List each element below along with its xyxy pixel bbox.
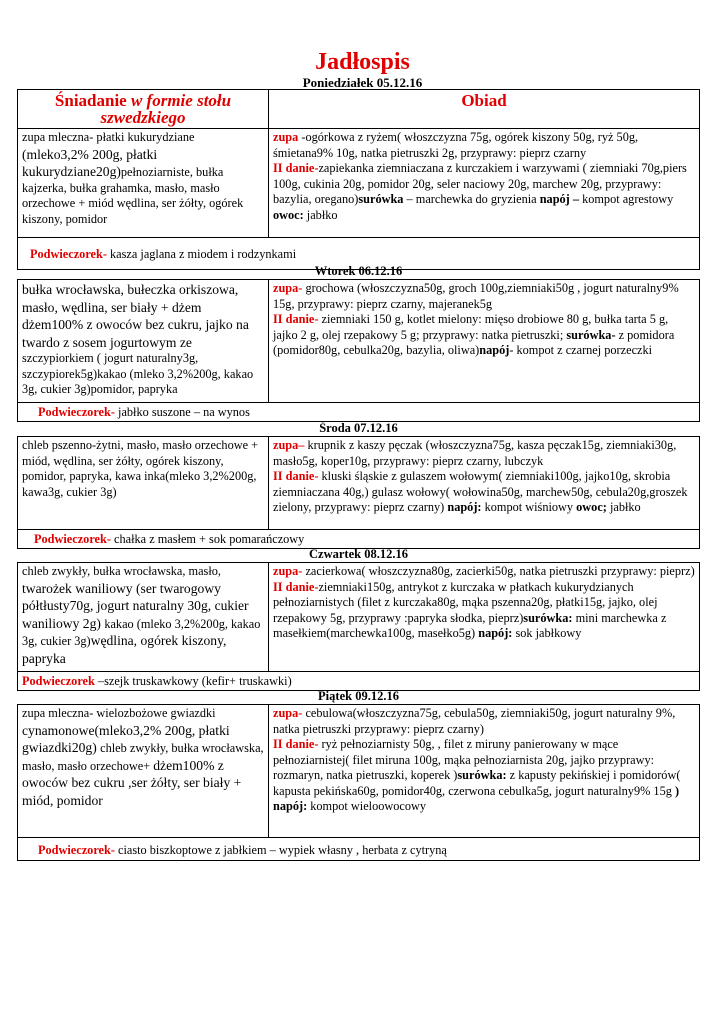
- main-dish-label: II danie-: [273, 469, 319, 483]
- soup-label: zupa: [273, 130, 299, 144]
- snack-text: –szejk truskawkowy (kefir+ truskawki): [94, 674, 292, 688]
- drink-label: napój:: [447, 500, 482, 514]
- table-header-row: [18, 90, 699, 129]
- soup-text: zacierkowa( włoszczyzna80g, zacierki50g, natka pietruszki przyprawy: pieprz): [302, 564, 695, 578]
- main-dish-label: II danie-: [273, 161, 319, 175]
- drink-text: kompot agrestowy: [579, 192, 674, 206]
- breakfast-cell-thursday: [18, 563, 269, 671]
- menu-table-monday: [17, 89, 700, 270]
- day-heading-friday: Piątek 09.12.16: [318, 689, 399, 703]
- menu-table-friday: [17, 704, 700, 861]
- breakfast-text: wędlina, ogórek kiszony, papryka: [22, 633, 227, 666]
- snack-text: chałka z masłem + sok pomarańczowy: [110, 532, 305, 546]
- menu-table-wednesday: [17, 436, 700, 549]
- fruit-label: owoc;: [576, 500, 607, 514]
- snack-label: Podwieczorek-: [30, 247, 107, 261]
- main-dish-text: kluski śląskie z gulaszem wołowym( ziemniaki100g, jajko10g, skrobia ziemniaczana 40g,) gulasz wołowy( wołowina50g, marchew50g, cebula20g,groszek zielony, przyprawy: pieprz czarny): [273, 469, 688, 514]
- salad-label: surówka-: [566, 327, 616, 342]
- breakfast-text: chleb zwykły, bułka wrocławska, masło, masło orzechowe+: [22, 741, 264, 773]
- drink-text: kompot wiśniowy: [481, 500, 577, 514]
- snack-row-thursday: [18, 672, 699, 690]
- dinner-cell-tuesday: [269, 280, 699, 402]
- dinner-cell-thursday: [269, 563, 699, 671]
- drink-label: ) napój:: [273, 783, 680, 813]
- day-heading-tuesday: Wtorek 06.12.16: [314, 264, 403, 278]
- dinner-cell-monday: [269, 129, 699, 237]
- breakfast-header: [18, 90, 269, 128]
- meal-row-thursday: [18, 563, 699, 672]
- soup-text: -ogórkowa z ryżem( włoszczyzna 75g, ogórek kiszony 50g, ryż 50g, śmietana9% 10g, natka pietruszki 2g, przyprawy: pieprz czarny: [273, 130, 639, 160]
- meal-row-tuesday: [18, 280, 699, 403]
- snack-row-wednesday: [18, 530, 699, 548]
- main-dish-text: ryż pełnoziarnisty 50g, , filet z miruny panierowany w mące pełnoziarnistej( filet miruna 100g, mąka pełnoziarnista 20g, jajko przyprawy: rozmaryn, natka pietruszki, koperek ): [273, 737, 655, 782]
- breakfast-cell-monday: [18, 129, 269, 237]
- soup-text: krupnik z kaszy pęczak (włoszczyzna75g, kasza pęczak15g, ziemniaki30g, masło5g, koper10g, przyprawy: pieprz czarny, lubczyk: [273, 438, 677, 468]
- snack-row-tuesday: [18, 403, 699, 421]
- soup-label: zupa-: [273, 564, 303, 578]
- breakfast-header-style: w formie stołu szwedzkiego: [100, 91, 232, 127]
- soup-text: cebulowa(włoszczyzna75g, cebula50g, ziemniaki50g, jogurt naturalny 9%, natka pietruszki przyprawy: pieprz czarny): [273, 706, 676, 736]
- soup-text: grochowa (włoszczyzna50g, groch 100g,ziemniaki50g , jogurt naturalny9% 15g, przyprawy: pieprz czarny, majeranek5g: [273, 281, 679, 311]
- meal-row-monday: [18, 129, 699, 238]
- breakfast-text: chleb zwykły, bułka wrocławska, masło,: [22, 564, 221, 578]
- day-heading-thursday: Czwartek 08.12.16: [309, 547, 408, 561]
- dinner-header: Obiad: [461, 91, 507, 110]
- snack-label: Podwieczorek-: [38, 405, 115, 419]
- salad-text: z pomidora (pomidor80g, cebulka20g, bazylia, oliwa): [273, 327, 675, 357]
- breakfast-text: zupa mleczna- płatki kukurydziane: [22, 130, 195, 144]
- main-dish-label: II danie-: [273, 737, 319, 751]
- snack-label: Podwieczorek-: [34, 532, 111, 546]
- drink-text: - kompot z czarnej porzeczki: [509, 343, 653, 357]
- breakfast-header-label: Śniadanie: [54, 91, 131, 110]
- salad-text: mini marchewka z masełkiem(marchewka100g, masełko5g): [273, 610, 667, 640]
- breakfast-text: chleb pszenno-żytni, masło, masło orzechowe + miód, wędlina, ser żółty, ogórek kiszony, pomidor, papryka, kawa inka(mleko 3,2%200g, kawa3g, cukier 3g): [22, 438, 259, 499]
- main-dish-text: ziemniaki150g, antrykot z kurczaka w płatkach kukurydzianych pełnoziarnistych (filet z kurczaka80g, mąka pszenna20g, płatki15g, jajko, olej rzepakowy 5g, przyprawy :papryka słodka, pieprz): [273, 579, 658, 625]
- main-dish-label: II danie-: [273, 579, 319, 594]
- breakfast-text: zupa mleczna- wielozbożowe gwiazdki: [22, 706, 216, 720]
- salad-text: z kapusty pekińskiej i pomidorów( kapusta pekińska60g, pomidor40g, czerwona cebulka5g, jogurt naturalny9% 15g: [273, 768, 681, 798]
- breakfast-text: cynamonowe(mleko3,2% 200g, płatki gwiazdki20g): [22, 722, 230, 755]
- drink-text: kompot wieloowocowy: [307, 799, 427, 813]
- breakfast-text: twarożek waniliowy (ser twarogowy półtłusty70g, jogurt naturalny 30g, cukier waniliowy 2g): [22, 580, 249, 631]
- meal-row-wednesday: [18, 437, 699, 530]
- drink-label: napój –: [539, 192, 579, 206]
- snack-text: kasza jaglana z miodem i rodzynkami: [106, 247, 297, 261]
- salad-label: surówka:: [457, 768, 507, 782]
- fruit-text: jabłko: [303, 207, 338, 222]
- drink-text: sok jabłkowy: [512, 626, 582, 640]
- main-dish-text: ziemniaki 150 g, kotlet mielony: mięso drobiowe 80 g, bułka tarta 5 g, jajko 2 g, olej rzepakowy 5 g; przyprawy: natka pietruszki;: [273, 312, 669, 342]
- breakfast-text: dżem100% z owoców bez cukru ,ser żółty, ser biały + miód, pomidor: [22, 757, 242, 808]
- main-dish-label: II danie-: [273, 312, 319, 326]
- fruit-text: jabłko: [606, 500, 641, 514]
- breakfast-cell-friday: [18, 705, 269, 837]
- snack-label: Podwieczorek-: [38, 843, 115, 857]
- snack-label: Podwieczorek: [22, 674, 95, 688]
- salad-label: surówka:: [523, 610, 573, 625]
- breakfast-cell-wednesday: [18, 437, 269, 529]
- breakfast-text: kakao (mleko 3,2%200g, kakao 3g, cukier 3g): [22, 616, 261, 648]
- day-heading-monday: Poniedziałek 05.12.16: [302, 75, 423, 90]
- snack-text: jabłko suszone – na wynos: [114, 405, 250, 419]
- salad-text: – marchewka do gryzienia: [403, 192, 540, 206]
- breakfast-text: pełnoziarniste, bułka kajzerka, bułka grahamka, masło, masło orzechowe + miód wędlina, ser żółty, ogórek kiszony, pomidor: [22, 165, 244, 226]
- breakfast-text: bułka wrocławska, bułeczka orkiszowa, masło, wędlina, ser biały + dżem dżem100% z owoców bez cukru, jajko na twardo z sosem jogurtowym ze: [22, 282, 249, 350]
- meal-row-friday: [18, 705, 699, 838]
- breakfast-cell-tuesday: [18, 280, 269, 402]
- drink-label: napój:: [478, 626, 513, 640]
- breakfast-text: (mleko3,2% 200g, płatki kukurydziane20g): [22, 146, 158, 179]
- fruit-label: owoc:: [273, 207, 304, 222]
- snack-text: ciasto biszkoptowe z jabłkiem – wypiek własny , herbata z cytryną: [114, 843, 447, 857]
- page-title: Jadłospis: [315, 49, 410, 75]
- menu-table-tuesday: [17, 279, 700, 422]
- menu-table-thursday: [17, 562, 700, 691]
- dinner-cell-friday: [269, 705, 699, 837]
- snack-row-friday: [18, 838, 699, 860]
- soup-label: zupa–: [273, 438, 305, 452]
- soup-label: zupa-: [273, 706, 303, 720]
- dinner-cell-wednesday: [269, 437, 699, 529]
- day-heading-wednesday: Środa 07.12.16: [319, 421, 398, 435]
- main-dish-text: zapiekanka ziemniaczana z kurczakiem i warzywami ( ziemniaki 70g,piers 100g, cukinia 20g, pomidor 20g, seler naciowy 20g, marchew 20g, przyprawy: bazylia, oregano): [273, 161, 687, 206]
- salad-label: surówka: [358, 192, 404, 206]
- drink-label: napój: [479, 343, 510, 357]
- breakfast-text: szczypiorkiem ( jogurt naturalny3g, szczypiorek5g)kakao (mleko 3,2%200g, kakao 3g, cukier 3g)pomidor, papryka: [22, 351, 254, 396]
- soup-label: zupa-: [273, 281, 303, 295]
